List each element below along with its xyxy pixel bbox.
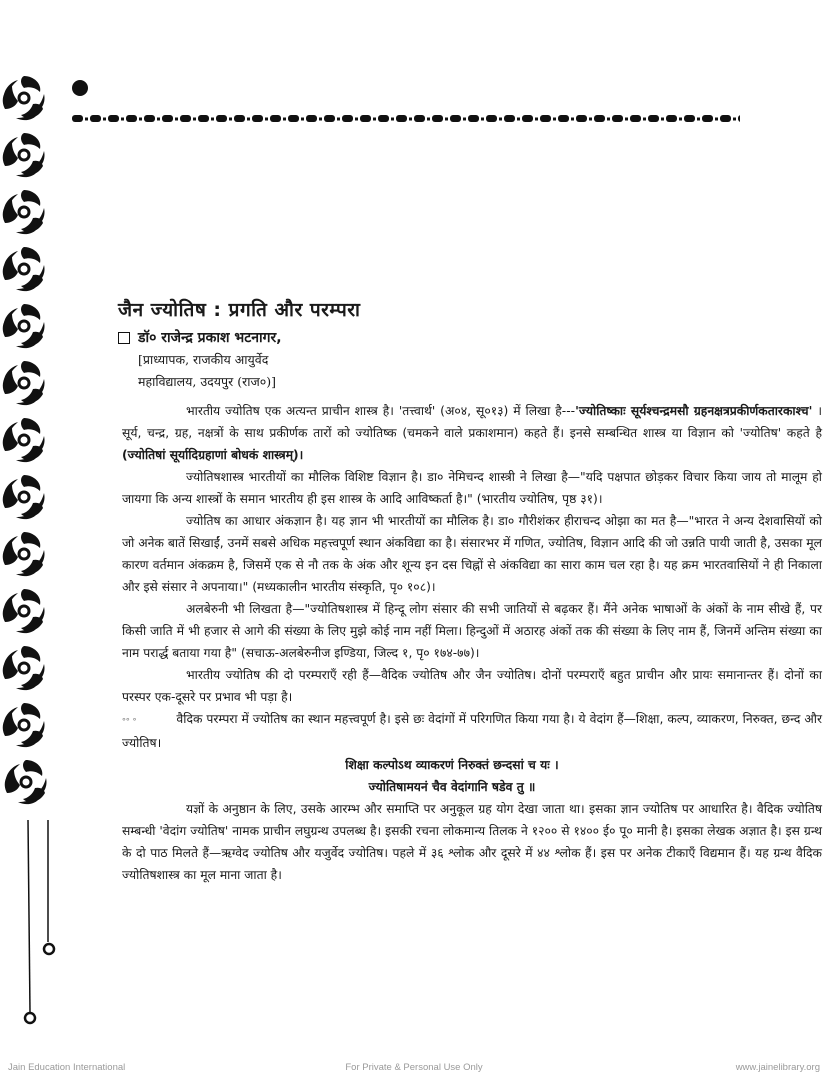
border-stem-lines-icon <box>0 820 62 1030</box>
paragraph-3: ज्योतिष का आधार अंकज्ञान है। यह ज्ञान भी भारतीयों का मौलिक है। डा० गौरीशंकर हीराचन्द ओझा का मत है—"भारत ने अन्य देशवासियों को जो अनेक बातें सिखाईं, उनमें सबसे अधिक महत्त्वपूर्ण स्थान अंकविद्या का है। संसारभर में गणित, ज्योतिष, विज्ञान आदि की जो उन्नति पायी जाती है, उसका मूल कारण वर्तमान अंकक्रम है, जिसमें एक से नौ तक के अंक और शून्य इन दस चिह्नों से अंकविद्या का सारा काम चल रहा है। यह क्रम भारतवासियों ने ही निकाला और इसे संसार ने अपनाया।" (मध्यकालीन भारतीय संस्कृति, पृ० १०८)। <box>122 514 822 594</box>
square-bullet-icon <box>118 332 130 344</box>
affiliation-line-2: महाविद्यालय, उदयपुर (राज०)] <box>138 374 277 389</box>
footer-website: www.jainelibrary.org <box>735 1062 820 1073</box>
paragraph-1-sanskrit-quote: 'ज्योतिष्काः सूर्यश्चन्द्रमसौ ग्रहनक्षत्रप्रकीर्णकतारकाश्च' <box>575 404 813 418</box>
page-footer <box>0 1062 828 1078</box>
rosette-chain-border-icon <box>0 60 62 830</box>
paragraph-7: यज्ञों के अनुष्ठान के लिए, उसके आरम्भ और समाप्ति पर अनुकूल ग्रह योग देखा जाता था। इसका ज्ञान ज्योतिष पर आधारित है। वैदिक ज्योतिष सम्बन्धी 'वेदांग ज्योतिष' नामक प्राचीन लघुग्रन्थ उपलब्ध है। इसकी रचना लोकमान्य तिलक ने १२०० से १४०० ई० पू० मानी है। इसका लेखक अज्ञात है। इस ग्रन्थ के दो पाठ मिलते हैं—ऋग्वेद ज्योतिष और यजुर्वेद ज्योतिष। पहले में ३६ श्लोक और दूसरे में ४४ श्लोक हैं। इस पर अनेक टीकाएँ विद्यमान हैं। यह ग्रन्थ वैदिक ज्योतिषशास्त्र का मूल माना जाता है। <box>122 802 822 882</box>
dash-dot-rule <box>72 112 740 126</box>
paragraph-1-text-a: भारतीय ज्योतिष एक अत्यन्त प्राचीन शास्त्र है। 'तत्त्वार्थ' (अ०४, सू०१३) में लिखा है--- <box>186 404 576 418</box>
footer-publisher: Jain Education International <box>8 1062 126 1073</box>
paragraph-4: अलबेरुनी भी लिखता है—"ज्योतिषशास्त्र में हिन्दू लोग संसार की सभी जातियों से बढ़कर हैं। मैंने अनेक भाषाओं के अंकों के नाम सीखे हैं, पर किसी जाति में भी हजार से आगे की संख्या के लिए मुझे कोई नाम नहीं मिला। हिन्दुओं में अठारह अंकों तक की संख्या के लिए नाम हैं, जिनमें अन्तिम संख्या का नाम परार्द्ध बताया गया है" (सचाऊ-अलबेरुनीज इण्डिया, जिल्द १, पृ० १७४-७७)। <box>122 602 822 660</box>
article-body <box>122 400 822 886</box>
paragraph-1-sanskrit-definition: (ज्योतिषां सूर्यादिग्रहाणां बोधकं शास्त्रम्)। <box>122 448 304 462</box>
affiliation-line-1: [प्राध्यापक, राजकीय आयुर्वेद <box>138 352 269 367</box>
author-name: डॉ० राजेन्द्र प्रकाश भटनागर, <box>138 330 282 346</box>
author-line <box>118 328 818 347</box>
paragraph-1 <box>122 400 822 466</box>
marginal-mark: ॰॰ ॰ <box>122 716 137 726</box>
filled-circle-icon <box>72 80 88 96</box>
verse-line-2: ज्योतिषामयनं चैव वेदांगानि षडेव तु ॥ <box>368 780 536 794</box>
footer-usage-note: For Private & Personal Use Only <box>345 1062 483 1073</box>
verse-line-1: शिक्षा कल्पोऽथ व्याकरणं निरुक्तं छन्दसां च यः । <box>345 758 559 772</box>
paragraph-1-text-b: । सूर्य, चन्द्र, ग्रह, नक्षत्रों के साथ प्रकीर्णक तारों को ज्योतिष्क (चमकने वाले प्रकाशमान) कहते हैं। इनसे सम्बन्धित शास्त्र या विज्ञान को 'ज्योतिष' कहते है <box>122 404 822 440</box>
paragraph-5: भारतीय ज्योतिष की दो परम्पराएँ रही हैं—वैदिक ज्योतिष और जैन ज्योतिष। दोनों परम्पराएँ बहुत प्राचीन और प्रायः समानान्तर हैं। दोनों का परस्पर एक-दूसरे पर प्रभाव भी पड़ा है। <box>122 668 822 704</box>
article-header <box>118 296 818 393</box>
paragraph-6 <box>122 708 822 754</box>
author-affiliation <box>138 349 818 393</box>
paragraph-2: ज्योतिषशास्त्र भारतीयों का मौलिक विशिष्ट विज्ञान है। डा० नेमिचन्द शास्त्री ने लिखा है—"यदि पक्षपात छोड़कर विचार किया जाय तो मालूम हो जायगा कि अन्य शास्त्रों के समान भारतीय ही इस शास्त्र के आदि आविष्कर्ता है।" (भारतीय ज्योतिष, पृष्ठ ३१)। <box>122 470 822 506</box>
article-title: जैन ज्योतिष : प्रगति और परम्परा <box>118 299 361 321</box>
paragraph-6-text: वैदिक परम्परा में ज्योतिष का स्थान महत्त्वपूर्ण है। इसे छः वेदांगों में परिगणित किया गया है। ये वेदांग हैं—शिक्षा, कल्प, व्याकरण, निरुक्त, छन्द और ज्योतिष। <box>122 712 822 750</box>
